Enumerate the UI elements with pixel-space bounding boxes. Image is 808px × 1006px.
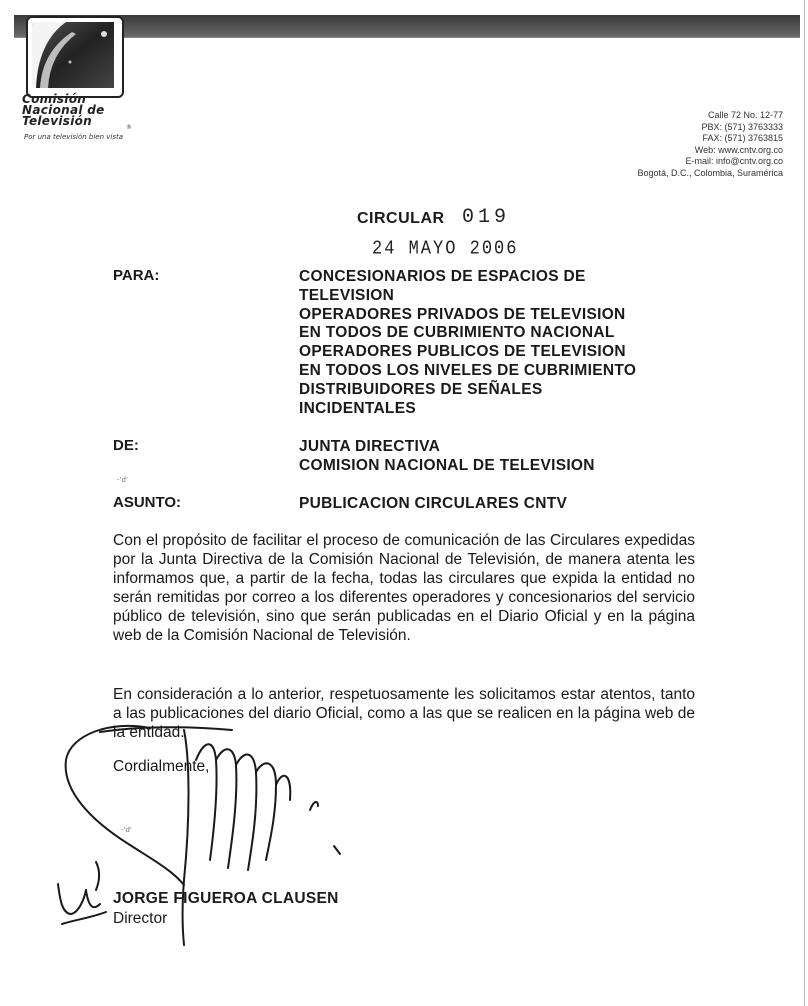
address-email: E-mail: info@cntv.org.co — [685, 156, 783, 166]
cntv-logo — [26, 16, 124, 98]
logo-emblem — [32, 22, 118, 92]
address-city: Bogotá, D.C., Colombia, Suramérica — [637, 167, 783, 178]
scan-speck: -'d' — [121, 826, 132, 834]
para-line: OPERADORES PUBLICOS DE TELEVISION — [299, 343, 626, 361]
para-line: OPERADORES PRIVADOS DE TELEVISION — [299, 305, 626, 323]
org-name — [22, 94, 132, 127]
org-tagline: Por una televisión bien vista — [24, 133, 124, 141]
scan-speck: -'d' — [117, 476, 128, 484]
address-web: Web: www.cntv.org.co — [694, 144, 783, 155]
org-address — [637, 110, 783, 179]
de-line: JUNTA DIRECTIVA — [299, 438, 441, 455]
signer-title: Director — [113, 910, 168, 927]
circular-label: CIRCULAR — [357, 210, 445, 227]
body-paragraph-1: Con el propósito de facilitar el proceso de comunicación de las Circulares expedidas por la Junta Directiva de la Comisión Nacional de Televisión, de manera atenta les informamos que, a partir de la fecha, todas las circulares que expida la entidad no serán remitidas por correo a los diferentes operadores y concesionarios del servicio público de televisión, sino que serán publicadas en el Diario Oficial y en la página web de la Comisión Nacional de Televisión. — [113, 532, 695, 644]
para-line: INCIDENTALES — [299, 399, 416, 417]
org-name-line-3: Televisión — [22, 114, 93, 128]
circular-number: 019 — [462, 206, 511, 229]
asunto-value: PUBLICACION CIRCULARES CNTV — [299, 495, 568, 512]
asunto-label: ASUNTO: — [113, 494, 182, 511]
para-line: DISTRIBUIDORES DE SEÑALES — [299, 380, 543, 398]
para-label: PARA: — [113, 267, 160, 284]
para-line: EN TODOS DE CUBRIMIENTO NACIONAL — [299, 324, 615, 342]
de-label: DE: — [113, 437, 139, 454]
address-fax: FAX: (571) 3763815 — [702, 133, 783, 143]
logo-graphic — [32, 22, 114, 88]
address-street: Calle 72 No. 12-77 — [707, 110, 783, 120]
para-line: TELEVISION — [299, 286, 395, 304]
address-pbx: PBX: (571) 3763333 — [701, 121, 783, 132]
org-name-line-2: Nacional de — [22, 103, 105, 117]
body-paragraph-2: En consideración a lo anterior, respetuosamente les solicitamos estar atentos, tanto a las publicaciones del diario Oficial, como a las que se realicen en la página web de la entidad. — [113, 686, 695, 741]
para-line: EN TODOS LOS NIVELES DE CUBRIMIENTO — [299, 361, 637, 379]
signer-name: JORGE FIGUEROA CLAUSEN — [113, 890, 339, 907]
registered-mark: ® — [126, 124, 132, 131]
de-line: COMISION NACIONAL DE TELEVISION — [299, 456, 595, 474]
para-line: CONCESIONARIOS DE ESPACIOS DE — [299, 268, 586, 285]
para-recipients — [299, 268, 636, 418]
salutation: Cordialmente, — [113, 758, 210, 775]
date-stamp: 24 MAYO 2006 — [372, 238, 519, 261]
letterhead-bar — [14, 15, 800, 38]
org-name-line-1: Comisión — [22, 92, 87, 106]
scan-edge-line — [804, 0, 805, 1006]
de-sender — [299, 438, 595, 476]
